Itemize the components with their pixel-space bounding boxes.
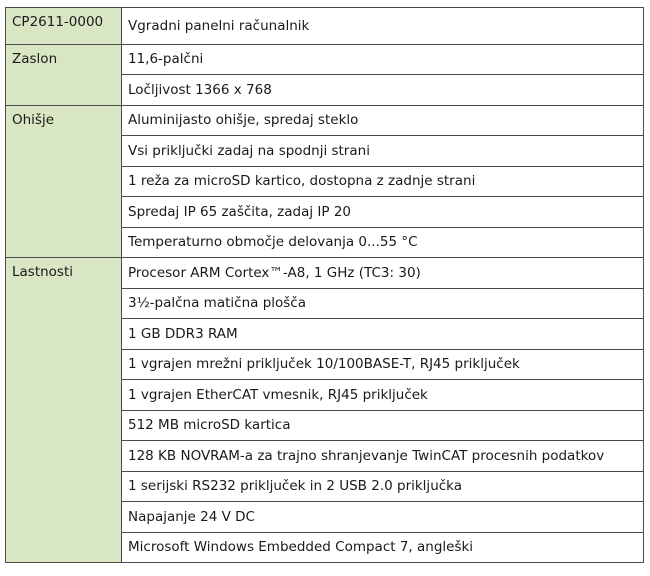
spec-cell: 11,6-palčni [122,44,644,75]
spec-cell: 1 reža za microSD kartico, dostopna z zadnje strani [122,166,644,197]
table-row [6,258,644,289]
spec-cell: Aluminijasto ohišje, spredaj steklo [122,105,644,136]
spec-cell: 1 vgrajen mrežni priključek 10/100BASE-T, RJ45 priključek [122,349,644,380]
spec-table-body [6,8,644,563]
table-row [6,44,644,75]
spec-cell: 1 GB DDR3 RAM [122,319,644,350]
category-cell: Lastnosti [6,258,122,563]
spec-cell: Vsi priključki zadaj na spodnji strani [122,136,644,167]
category-cell: Ohišje [6,105,122,258]
spec-cell: Napajanje 24 V DC [122,502,644,533]
table-row [6,105,644,136]
spec-cell: 512 MB microSD kartica [122,410,644,441]
spec-cell: Vgradni panelni računalnik [122,8,644,45]
spec-cell: 1 vgrajen EtherCAT vmesnik, RJ45 priključek [122,380,644,411]
spec-cell: 1 serijski RS232 priključek in 2 USB 2.0 priključka [122,471,644,502]
spec-cell: Microsoft Windows Embedded Compact 7, angleški [122,532,644,563]
spec-cell: 128 KB NOVRAM-a za trajno shranjevanje TwinCAT procesnih podatkov [122,441,644,472]
spec-cell: 3½-palčna matična plošča [122,288,644,319]
category-cell: Zaslon [6,44,122,105]
spec-table [5,7,644,563]
spec-cell: Temperaturno območje delovanja 0...55 °C [122,227,644,258]
spec-cell: Ločljivost 1366 x 768 [122,75,644,106]
spec-cell: Procesor ARM Cortex™-A8, 1 GHz (TC3: 30) [122,258,644,289]
table-row [6,8,644,45]
category-cell: CP2611-0000 [6,8,122,45]
spec-cell: Spredaj IP 65 zaščita, zadaj IP 20 [122,197,644,228]
